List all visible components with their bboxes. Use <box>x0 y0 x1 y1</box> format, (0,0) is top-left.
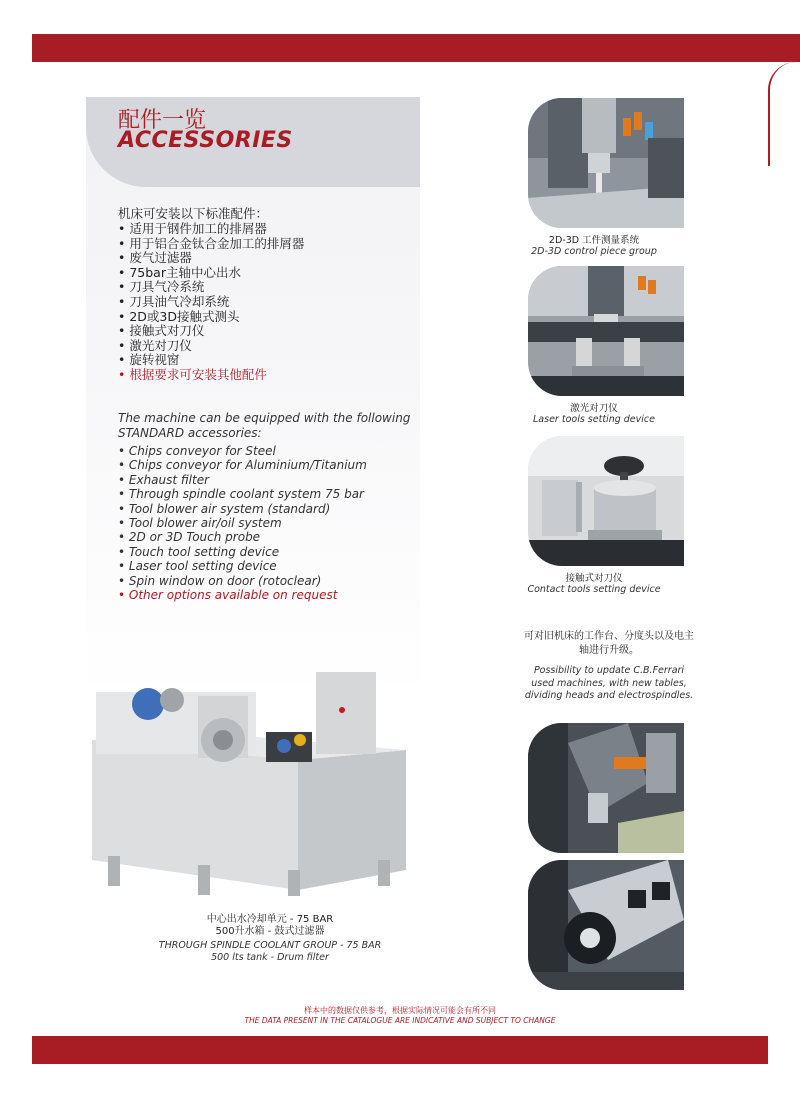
list-item: • Other options available on request <box>118 588 338 603</box>
coolant-unit-caption <box>120 914 420 964</box>
en-intro: The machine can be equipped with the following STANDARD accessories: <box>118 411 411 440</box>
page-title-en: ACCESSORIES <box>118 128 293 153</box>
update-text-en: Possibility to update C.B.Ferrari used machines, with new tables, dividing heads and electrospindles. <box>524 665 694 701</box>
list-item: • 75bar主轴中心出水 <box>118 264 241 280</box>
contact-photo <box>528 436 684 566</box>
list-item: • 激光对刀仪 <box>118 337 192 353</box>
list-item: • 2D or 3D Touch probe <box>118 530 261 545</box>
laser-caption <box>514 400 674 425</box>
dividing-head-photo <box>528 723 684 853</box>
page-title-cn: 配件一览 <box>118 108 207 133</box>
footer-disclaimer-en: THE DATA PRESENT IN THE CATALOGUE ARE INDICATIVE AND SUBJECT TO CHANGE <box>244 1016 556 1025</box>
list-item: • Tool blower air/oil system <box>118 516 282 531</box>
list-item: • 废气过滤器 <box>118 250 192 266</box>
decorative-curve <box>768 62 800 166</box>
caption-cn-line2: 500升水箱 - 鼓式过滤器 <box>215 926 325 937</box>
list-item: • Exhaust filter <box>118 472 210 487</box>
list-item: • Chips conveyor for Aluminium/Titanium <box>118 458 367 473</box>
caption-cn: 激光对刀仪 <box>570 403 618 414</box>
caption-cn: 2D-3D 工件测量系统 <box>548 235 640 246</box>
update-text-cn: 可对旧机床的工作台、分度头以及电主轴进行升级。 <box>524 631 694 656</box>
list-item: • 用于铝合金钛合金加工的排屑器 <box>118 235 305 251</box>
caption-en: Contact tools setting device <box>527 584 661 595</box>
probe-photo <box>528 98 684 228</box>
list-item: • 2D或3D接触式测头 <box>118 308 240 324</box>
list-item: • Laser tool setting device <box>118 559 277 574</box>
caption-cn-line1: 中心出水冷却单元 - 75 BAR <box>206 914 334 925</box>
probe-caption <box>514 232 674 257</box>
list-item: • 刀具油气冷却系统 <box>118 293 230 309</box>
coolant-unit-image <box>88 660 418 900</box>
text-panel <box>86 97 420 697</box>
en-accessory-list <box>118 444 367 602</box>
caption-cn: 接触式对刀仪 <box>565 573 623 584</box>
caption-en: Laser tools setting device <box>533 414 655 425</box>
cn-intro: 机床可安装以下标准配件： <box>118 206 269 221</box>
top-red-band <box>32 34 800 62</box>
list-item: • Spin window on door (rotoclear) <box>118 573 322 588</box>
list-item: • 适用于钢件加工的排屑器 <box>118 221 267 236</box>
list-item: • 刀具气冷系统 <box>118 279 205 295</box>
caption-en: 2D-3D control piece group <box>531 246 657 257</box>
laser-photo <box>528 266 684 396</box>
contact-caption <box>514 570 674 595</box>
list-item: • Chips conveyor for Steel <box>118 444 276 458</box>
list-item: • 接触式对刀仪 <box>118 323 205 339</box>
caption-en-line2: 500 lts tank - Drum filter <box>211 952 329 963</box>
list-item: • 根据要求可安装其他配件 <box>118 366 267 382</box>
caption-en-line1: THROUGH SPINDLE COOLANT GROUP - 75 BAR <box>158 940 382 951</box>
list-item: • Through spindle coolant system 75 bar <box>118 487 364 502</box>
spindle-photo <box>528 860 684 990</box>
list-item: • Tool blower air system (standard) <box>118 501 331 516</box>
footer-disclaimer-cn: 样本中的数据仅供参考，根据实际情况可能会有所不同 <box>304 1006 496 1015</box>
list-item: • 旋转视窗 <box>118 352 180 368</box>
bottom-red-band <box>32 1036 768 1064</box>
cn-accessory-list <box>118 222 304 383</box>
list-item: • Touch tool setting device <box>118 544 280 559</box>
